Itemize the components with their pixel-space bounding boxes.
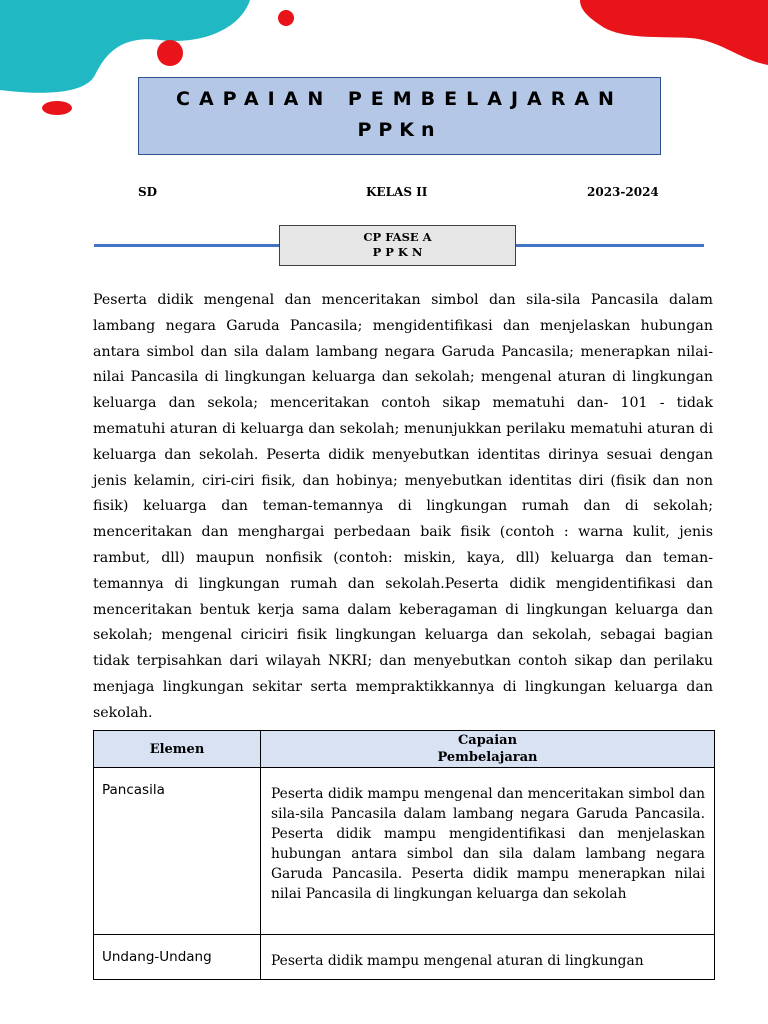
red-dot-left [42,101,72,115]
divider-right [516,244,704,247]
header-achievement [261,731,715,768]
achievement-cell: Peserta didik mampu mengenal dan menceritakan simbol dan sila-sila Pancasila dalam lambang negara Garuda Pancasila. Peserta didik mampu mengidentifikasi dan menjelaskan hubungan antara simbol dan sila dalam lambang negara Garuda Pancasila. Peserta didik mampu menerapkan nilai nilai Pancasila di lingkungan keluarga dan sekolah [261,768,715,935]
header-achievement-line2: Pembelajaran [437,750,538,765]
achievement-table [93,730,715,980]
table-row [94,768,715,935]
intro-paragraph: Peserta didik mengenal dan menceritakan simbol dan sila-sila Pancasila dalam lambang negara Garuda Pancasila; mengidentifikasi dan menjelaskan hubungan antara simbol dan sila dalam lambang negara Garuda Pancasila; menerapkan nilai-nilai Pancasila di lingkungan keluarga dan sekolah; mengenal aturan di lingkungan keluarga dan sekola; menceritakan contoh sikap mematuhi dan- 101 - tidak mematuhi aturan di keluarga dan sekolah; menunjukkan perilaku mematuhi aturan di keluarga dan sekolah. Peserta didik menyebutkan identitas dirinya sesuai dengan jenis kelamin, ciri-ciri fisik, dan hobinya; menyebutkan identitas diri (fisik dan non fisik) keluarga dan teman-temannya di lingkungan rumah dan di sekolah; menceritakan dan menghargai perbedaan baik fisik (contoh : warna kulit, jenis rambut, dll) maupun nonfisik (contoh: miskin, kaya, dll) keluarga dan teman-temannya di lingkungan rumah dan sekolah.Peserta didik mengidentifikasi dan menceritakan bentuk kerja sama dalam keberagaman di lingkungan keluarga dan sekolah; mengenal ciriciri fisik lingkungan keluarga dan sekolah, sebagai bagian tidak terpisahkan dari wilayah NKRI; dan menyebutkan contoh sikap dan perilaku menjaga lingkungan sekitar serta mempraktikkannya di lingkungan keluarga dan sekolah. [93,292,713,721]
red-dot-large [157,40,183,66]
element-cell: Pancasila [94,768,261,935]
red-blob-shape [580,0,768,65]
header-element: Elemen [94,731,261,768]
subject-title: PPKn [357,119,442,141]
element-cell: Undang-Undang [94,935,261,980]
table-row [94,935,715,980]
phase-box [279,225,516,266]
divider-left [94,244,280,247]
header-achievement-line1: Capaian [457,733,518,748]
grade-label: KELAS II [366,185,428,199]
school-level: SD [138,185,158,199]
title-box [138,77,661,155]
phase-subject: P P K N [372,245,423,259]
red-dot-small [278,10,294,26]
phase-label: CP FASE A [363,230,432,244]
achievement-cell: Peserta didik mampu mengenal aturan di lingkungan [261,935,715,980]
page-title: CAPAIAN PEMBELAJARAN [176,88,623,110]
school-year: 2023-2024 [587,185,659,199]
table-header-row [94,731,715,768]
